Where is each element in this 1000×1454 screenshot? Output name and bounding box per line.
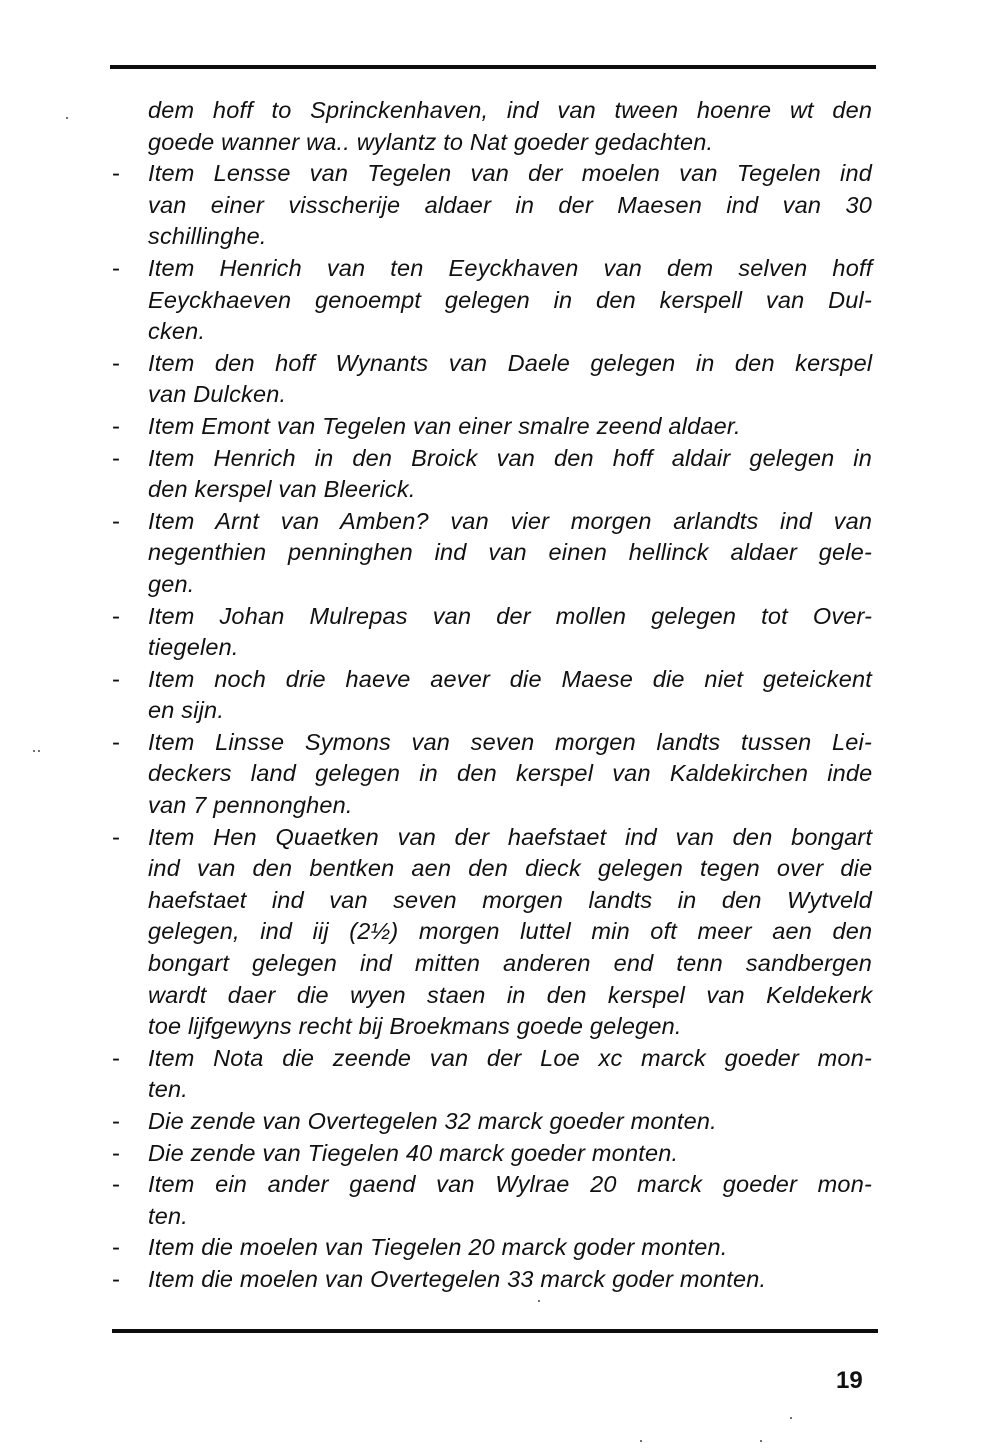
list-item <box>112 1106 872 1138</box>
text-line: van einer visscherije aldaer in der Maesen ind van 30 <box>148 191 872 218</box>
scan-speck <box>38 750 40 752</box>
entry-text <box>148 822 872 1043</box>
text-line: ten. <box>148 1076 188 1103</box>
scan-speck <box>538 1300 540 1302</box>
bullet-dash: - <box>112 1234 120 1262</box>
text-line: wardt daer die wyen staen in den kerspel van Keldekerk <box>148 981 873 1008</box>
bullet-dash: - <box>112 1108 120 1135</box>
text-line: Item die moelen van Overtegelen 33 marck goder monten. <box>148 1265 767 1292</box>
text-line: van Dulcken. <box>148 381 287 408</box>
text-line: cken. <box>148 318 206 345</box>
list-item <box>112 1138 872 1170</box>
entry-text <box>148 1106 872 1138</box>
text-line: Item Lensse van Tegelen van der moelen van Tegelen ind <box>148 160 872 187</box>
text-line: gen. <box>148 570 195 597</box>
text-line: Eeyckhaeven genoempt gelegen in den kerspell van Dul- <box>148 286 873 313</box>
entry-text <box>148 1169 872 1232</box>
text-line: Item noch drie haeve aever die Maese die niet geteickent <box>148 665 872 692</box>
list-item <box>112 348 872 411</box>
text-line: Item Emont van Tegelen van einer smalre zeend aldaer. <box>148 412 741 439</box>
text-line: den kerspel van Bleerick. <box>148 476 416 503</box>
list-item <box>112 253 872 348</box>
bullet-dash: - <box>112 823 120 851</box>
list-item <box>112 601 872 664</box>
text-line: haefstaet ind van seven morgen landts in den Wytveld <box>148 886 872 913</box>
entry-list <box>112 95 872 1296</box>
list-item <box>112 727 872 822</box>
scan-speck <box>33 750 35 752</box>
scan-speck <box>790 1417 792 1419</box>
entry-text <box>148 158 872 253</box>
list-item <box>112 95 872 158</box>
text-line: Item Henrich van ten Eeyckhaven van dem selven hoff <box>148 254 873 281</box>
list-item <box>112 443 872 506</box>
text-line: Item Johan Mulrepas van der mollen gelegen tot Over- <box>148 602 873 629</box>
entry-text <box>148 506 872 601</box>
text-line: goede wanner wa.. wylantz to Nat goeder gedachten. <box>148 128 714 155</box>
list-item <box>112 1169 872 1232</box>
entry-text <box>148 727 872 822</box>
text-line: Die zende van Overtegelen 32 marck goeder monten. <box>148 1108 717 1134</box>
text-line: ten. <box>148 1202 188 1229</box>
text-line: Item den hoff Wynants van Daele gelegen in den kerspel <box>148 349 873 376</box>
list-item <box>112 1043 872 1106</box>
text-line: Item ein ander gaend van Wylrae 20 marck goeder mon- <box>148 1171 872 1198</box>
entry-text <box>148 1138 872 1170</box>
text-line: Item Henrich in den Broick van den hoff aldair gelegen in <box>148 444 872 471</box>
bottom-rule <box>112 1329 878 1333</box>
text-line: negenthien penninghen ind van einen hellinck aldaer gele- <box>148 539 872 566</box>
entry-text <box>148 95 872 158</box>
bullet-dash: - <box>112 665 120 693</box>
bullet-dash: - <box>112 412 120 440</box>
bullet-dash: - <box>112 444 120 472</box>
text-line: en sijn. <box>148 697 225 724</box>
entry-text <box>148 601 872 664</box>
text-line: schillinghe. <box>148 223 267 250</box>
entry-text <box>148 1264 872 1296</box>
scan-speck <box>66 117 68 119</box>
text-line: tiegelen. <box>148 634 239 661</box>
bullet-dash: - <box>112 1171 120 1199</box>
entry-text <box>148 1043 872 1106</box>
text-line: Item Hen Quaetken van der haefstaet ind van den bongart <box>148 823 873 850</box>
entry-text <box>148 664 872 727</box>
text-line: Item Linsse Symons van seven morgen landts tussen Lei- <box>148 728 872 755</box>
list-item <box>112 1264 872 1296</box>
text-line: gelegen, ind iij (2½) morgen luttel min oft meer aen den <box>148 918 873 945</box>
text-line: toe lijfgewyns recht bij Broekmans goede gelegen. <box>148 1013 682 1040</box>
bullet-dash: - <box>112 602 120 630</box>
list-item <box>112 158 872 253</box>
entry-text <box>148 443 872 506</box>
scan-speck <box>760 1440 762 1442</box>
bullet-dash: - <box>112 160 120 188</box>
text-line: van 7 pennonghen. <box>148 792 353 819</box>
bullet-dash: - <box>112 1139 120 1167</box>
list-item <box>112 822 872 1043</box>
text-line: Item Nota die zeende van der Loe xc marck goeder mon- <box>148 1044 872 1071</box>
bullet-dash: - <box>112 349 120 377</box>
list-item <box>112 506 872 601</box>
entry-text <box>148 253 872 348</box>
list-item <box>112 411 872 443</box>
page-number: 19 <box>836 1367 863 1394</box>
bullet-dash: - <box>112 507 120 535</box>
bullet-dash: - <box>112 1265 120 1293</box>
top-rule <box>110 65 876 69</box>
text-line: dem hoff to Sprinckenhaven, ind van tween hoenre wt den <box>148 97 873 123</box>
list-item <box>112 1232 872 1264</box>
scan-speck <box>640 1440 642 1442</box>
bullet-dash: - <box>112 728 120 756</box>
text-line: ind van den bentken aen den dieck gelegen tegen over die <box>148 855 873 882</box>
text-line: deckers land gelegen in den kerspel van Kaldekirchen inde <box>148 760 873 787</box>
text-line: Die zende van Tiegelen 40 marck goeder monten. <box>148 1139 679 1166</box>
list-item <box>112 664 872 727</box>
entry-text <box>148 348 872 411</box>
text-line: Item Arnt van Amben? van vier morgen arlandts ind van <box>148 507 873 534</box>
bullet-dash: - <box>112 1044 120 1072</box>
entry-text <box>148 411 872 443</box>
entry-text <box>148 1232 872 1264</box>
bullet-dash: - <box>112 254 120 282</box>
text-line: bongart gelegen ind mitten anderen end tenn sandbergen <box>148 950 872 977</box>
text-line: Item die moelen van Tiegelen 20 marck goder monten. <box>148 1234 728 1261</box>
